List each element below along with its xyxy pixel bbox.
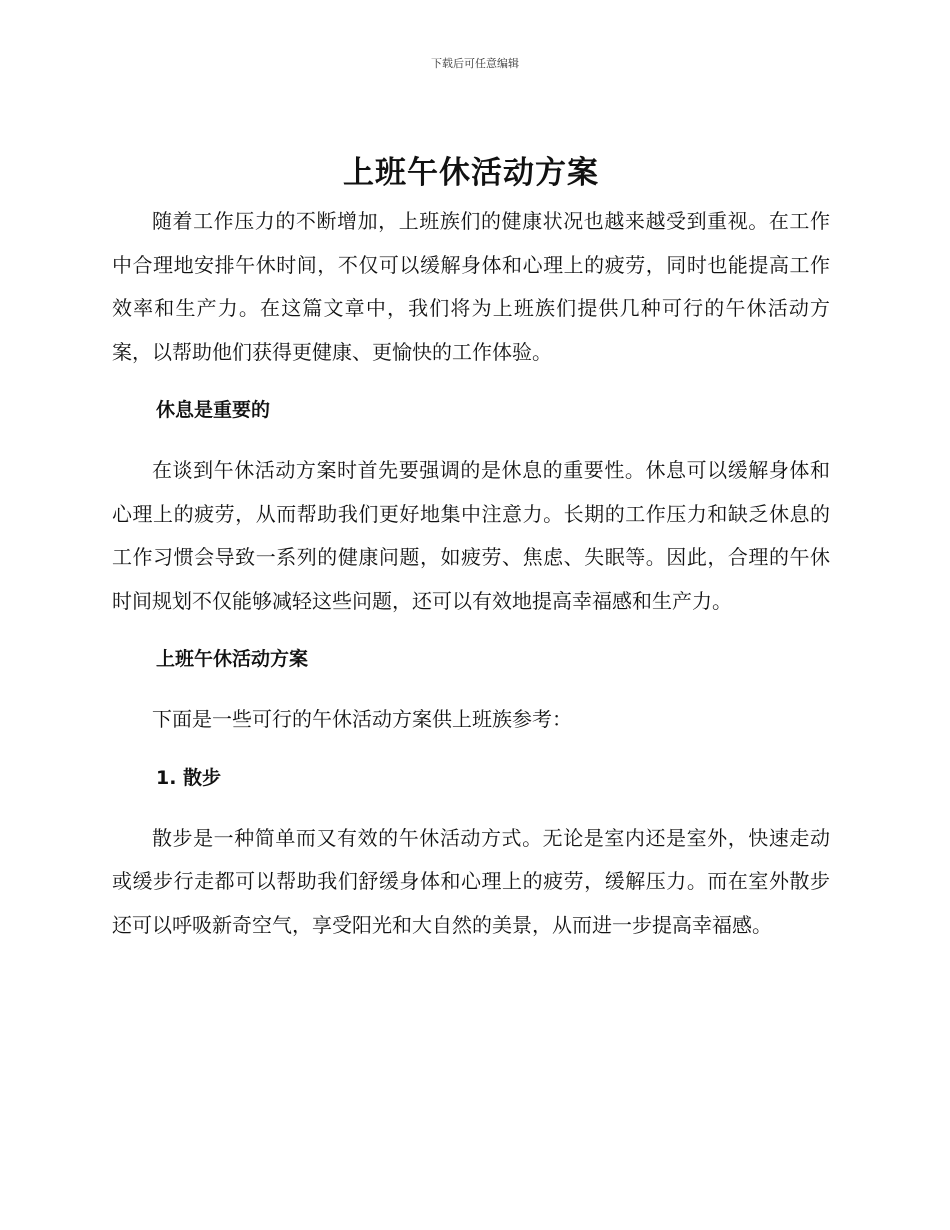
document-body (112, 146, 830, 947)
spacer (112, 673, 830, 698)
spacer (112, 424, 830, 449)
spacer (112, 742, 830, 764)
spacer (112, 623, 830, 645)
header-note: 下载后可任意编辑 (431, 57, 519, 70)
section-heading-walk: 1. 散步 (156, 766, 222, 789)
section-heading-rest: 休息是重要的 (156, 399, 271, 421)
spacer (112, 374, 830, 396)
document-title: 上班午休活动方案 (343, 155, 599, 191)
section-paragraph-plan: 下面是一些可行的午休活动方案供上班族参考： (152, 707, 572, 731)
section-paragraph-walk: 散步是一种简单而又有效的午休活动方式。无论是室内还是室外，快速走动或缓步行走都可以帮助我们舒缓身体和心理上的疲劳，缓解压力。而在室外散步还可以呼吸新奇空气，享受阳光和大自然的美景，从而进一步提高幸福感。 (112, 825, 830, 937)
section-heading-plan: 上班午休活动方案 (156, 648, 309, 670)
spacer (112, 792, 830, 817)
section-paragraph-rest: 在谈到午休活动方案时首先要强调的是休息的重要性。休息可以缓解身体和心理上的疲劳，从而帮助我们更好地集中注意力。长期的工作压力和缺乏休息的工作习惯会导致一系列的健康问题，如疲劳、焦虑、失眠等。因此，合理的午休时间规划不仅能够减轻这些问题，还可以有效地提高幸福感和生产力。 (112, 458, 830, 613)
intro-paragraph: 随着工作压力的不断增加，上班族们的健康状况也越来越受到重视。在工作中合理地安排午休时间，不仅可以缓解身体和心理上的疲劳，同时也能提高工作效率和生产力。在这篇文章中，我们将为上班族们提供几种可行的午休活动方案，以帮助他们获得更健康、更愉快的工作体验。 (112, 209, 830, 364)
